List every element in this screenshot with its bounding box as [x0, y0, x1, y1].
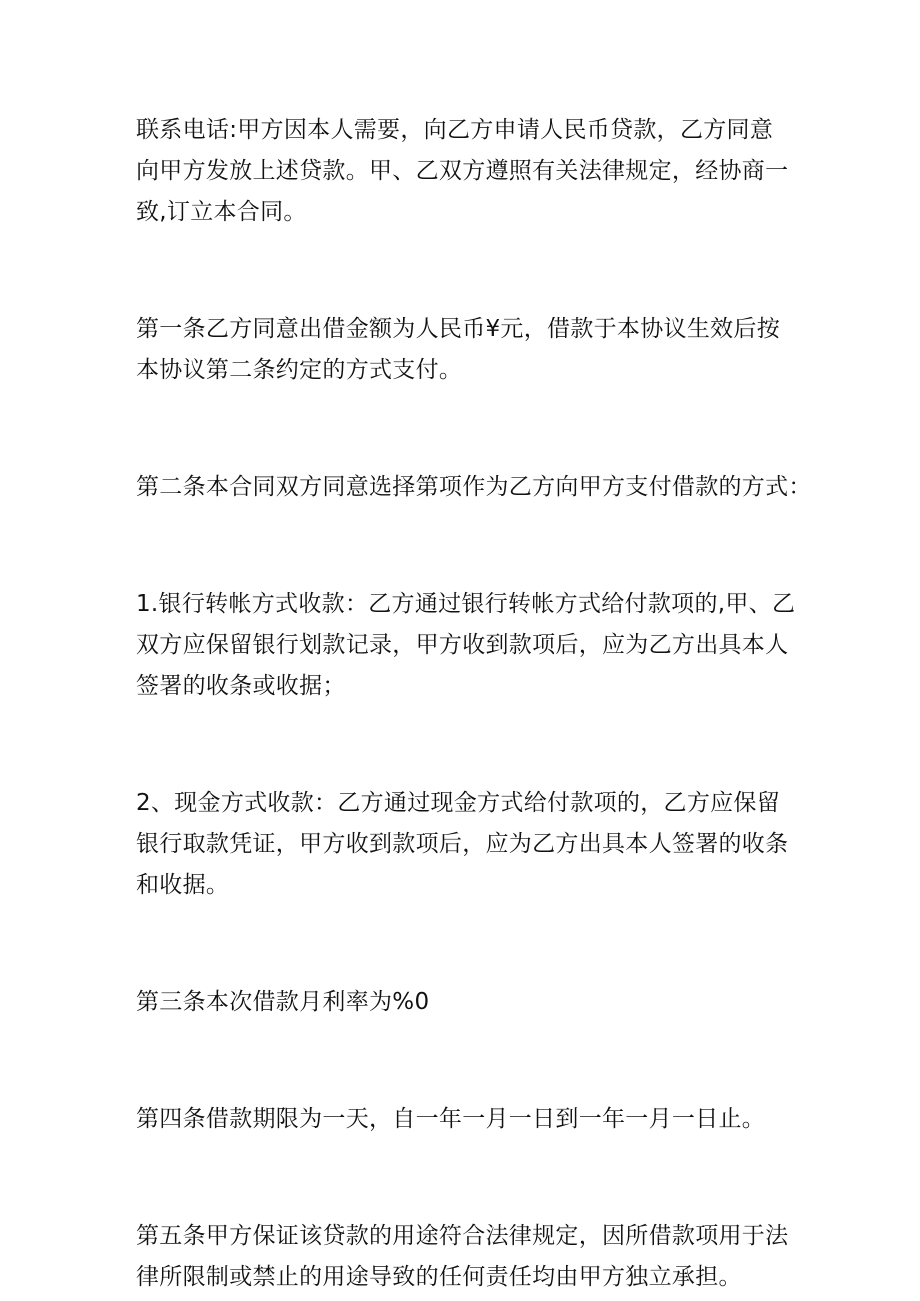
paragraph-article-4: [136, 1099, 796, 1140]
paragraph-preamble: [136, 110, 796, 233]
paragraph-article-5: [136, 1216, 796, 1298]
paragraph-option-1: [136, 584, 796, 707]
text-line: 向甲方发放上述贷款。甲、乙双方遵照有关法律规定，经协商一: [136, 158, 789, 184]
text-line: 律所限制或禁止的用途导致的任何责任均由甲方独立承担。: [136, 1264, 742, 1290]
text-line: 联系电话:甲方因本人需要，向乙方申请人民币贷款，乙方同意: [136, 117, 774, 143]
text-line: 本协议第二条约定的方式支付。: [136, 357, 463, 383]
text-line: 双方应保留银行划款记录，甲方收到款项后，应为乙方出具本人: [136, 632, 789, 658]
text-line: 2、现金方式收款：乙方通过现金方式给付款项的，乙方应保留: [136, 790, 781, 816]
paragraph-article-3: [136, 982, 796, 1023]
text-line: 银行取款凭证，甲方收到款项后，应为乙方出具本人签署的收条: [136, 831, 789, 857]
text-line: 第四条借款期限为一天，自一年一月一日到一年一月一日止。: [136, 1106, 766, 1132]
text-line: 第三条本次借款月利率为%0: [136, 989, 430, 1015]
text-line: 和收据。: [136, 872, 230, 898]
paragraph-option-2: [136, 783, 796, 906]
text-line: 第五条甲方保证该贷款的用途符合法律规定，因所借款项用于法: [136, 1223, 789, 1249]
paragraph-article-1: [136, 309, 796, 391]
text-line: 致,订立本合同。: [136, 199, 307, 225]
text-line: 第一条乙方同意出借金额为人民币¥元，借款于本协议生效后按: [136, 316, 781, 342]
text-line: 签署的收条或收据；: [136, 673, 346, 699]
text-line: 1.银行转帐方式收款：乙方通过银行转帐方式给付款项的,甲、乙: [136, 591, 796, 617]
document-body: [136, 110, 812, 1298]
paragraph-article-2: [136, 467, 812, 508]
text-line: 第二条本合同双方同意选择第项作为乙方向甲方支付借款的方式：: [136, 474, 812, 500]
